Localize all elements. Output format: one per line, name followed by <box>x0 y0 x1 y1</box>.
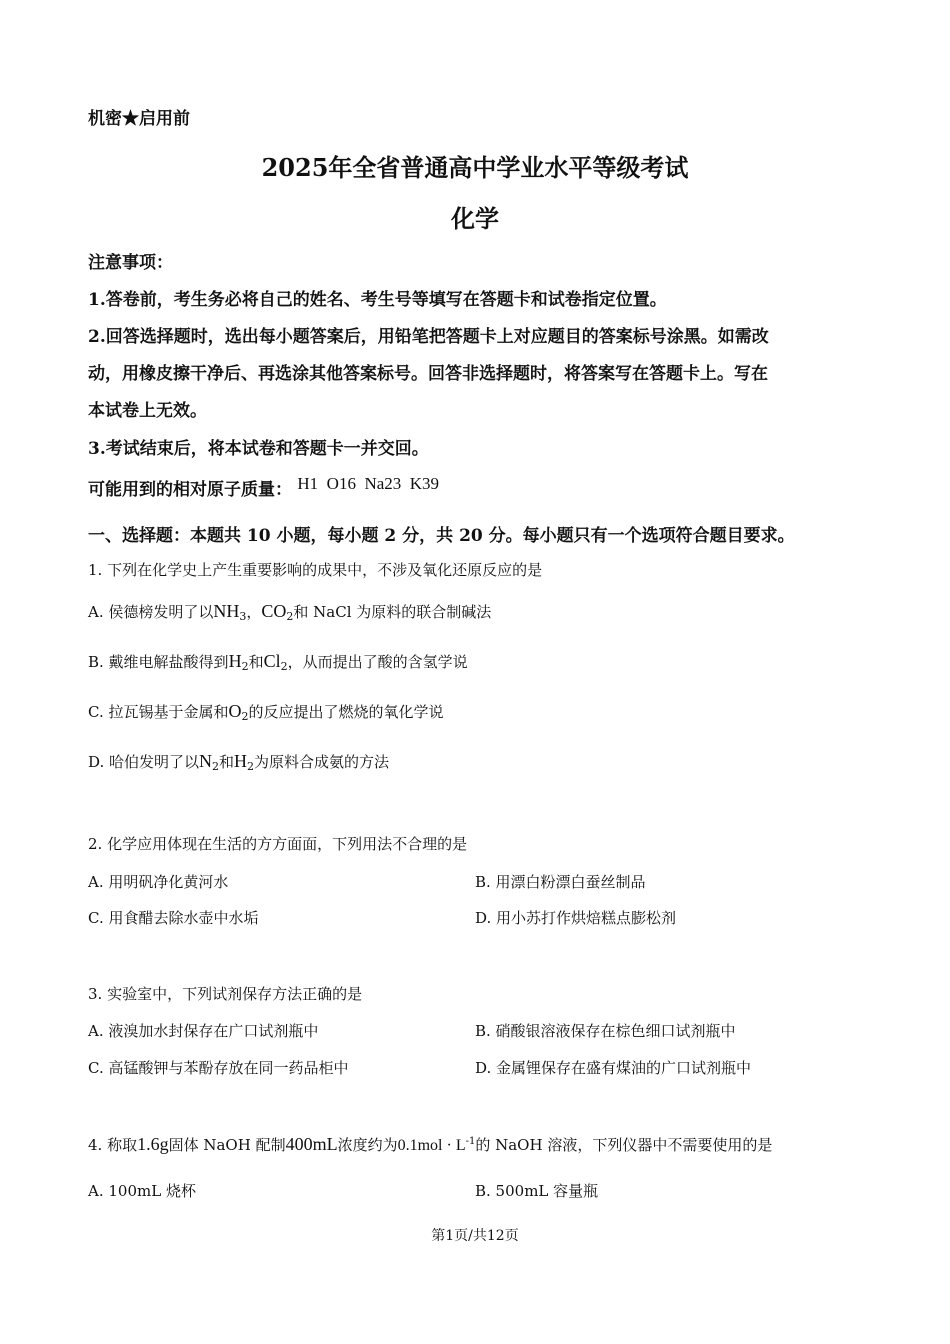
option-text: ，从而提出了酸的含氢学说 <box>287 653 468 671</box>
question-3-option-d: D. 金属锂保存在盛有煤油的广口试剂瓶中 <box>475 1059 752 1077</box>
question-4-stem <box>88 1134 772 1155</box>
formula: N <box>199 751 213 771</box>
subscript: 2 <box>212 760 220 773</box>
section-1-heading: 一、选择题：本题共 10 小题，每小题 2 分，共 20 分。每小题只有一个选项符合题目要求。 <box>88 526 795 546</box>
subscript: 3 <box>239 610 247 623</box>
question-1-option-c <box>88 701 444 723</box>
separator: ， <box>246 603 262 621</box>
subscript: 2 <box>280 660 288 673</box>
formula: H <box>234 751 248 771</box>
formula: NH <box>213 601 240 621</box>
subscript: 2 <box>241 710 249 723</box>
option-text: D. 哈伯发明了以 <box>88 753 200 771</box>
question-4-option-b: B. 500mL 容量瓶 <box>475 1182 599 1200</box>
notice-item-2-line-3: 本试卷上无效。 <box>88 401 207 421</box>
page-number: 第1页/共12页 <box>431 1228 519 1244</box>
stem-text: 浓度约为 <box>337 1136 398 1154</box>
atomic-mass-values: H1 O16 Na23 K39 <box>297 474 440 493</box>
stem-text: 4. 称取 <box>88 1136 138 1154</box>
option-text: 和 <box>248 653 264 671</box>
subscript: 2 <box>286 610 294 623</box>
question-1-option-d <box>88 751 389 773</box>
question-1-stem: 1. 下列在化学史上产生重要影响的成果中，不涉及氧化还原反应的是 <box>88 561 543 579</box>
question-3-option-b: B. 硝酸银溶液保存在棕色细口试剂瓶中 <box>475 1022 736 1040</box>
notice-item-2-line-2: 动，用橡皮擦干净后、再选涂其他答案标号。回答非选择题时，将答案写在答题卡上。写在 <box>88 364 768 384</box>
option-text: 为原料合成氨的方法 <box>254 753 390 771</box>
stem-text: 的 NaOH 溶液，下列仪器中不需要使用的是 <box>475 1136 773 1154</box>
formula: H <box>228 651 242 671</box>
volume-value: 400mL <box>285 1134 338 1154</box>
option-text: 和 <box>219 753 235 771</box>
superscript: -1 <box>465 1136 476 1147</box>
formula: O <box>228 701 242 721</box>
option-text: C. 拉瓦锡基于金属和 <box>88 703 229 721</box>
exam-title: 2025年全省普通高中学业水平等级考试 <box>261 153 689 182</box>
formula: CO <box>261 601 287 621</box>
question-4-option-a: A. 100mL 烧杯 <box>88 1182 196 1200</box>
subject-title: 化学 <box>451 204 499 233</box>
question-2-option-b: B. 用漂白粉漂白蚕丝制品 <box>475 873 646 891</box>
atomic-mass-label: 可能用到的相对原子质量： <box>88 480 292 500</box>
question-3-stem: 3. 实验室中，下列试剂保存方法正确的是 <box>88 985 363 1003</box>
stem-text: 固体 NaOH 配制 <box>168 1136 286 1154</box>
question-2-option-a: A. 用明矾净化黄河水 <box>88 873 229 891</box>
notice-heading: 注意事项： <box>88 253 173 273</box>
option-text: 和 NaCl 为原料的联合制碱法 <box>293 603 492 621</box>
notice-item-3: 3.考试结束后，将本试卷和答题卡一并交回。 <box>88 439 429 459</box>
question-2-option-c: C. 用食醋去除水壶中水垢 <box>88 909 259 927</box>
question-1-option-b <box>88 651 468 673</box>
question-2-stem: 2. 化学应用体现在生活的方方面面，下列用法不合理的是 <box>88 835 468 853</box>
subscript: 2 <box>241 660 249 673</box>
question-1-option-a <box>88 601 491 623</box>
subscript: 2 <box>247 760 255 773</box>
confidential-label: 机密★启用前 <box>88 109 190 129</box>
question-2-option-d: D. 用小苏打作烘焙糕点膨松剂 <box>475 909 677 927</box>
question-3-option-c: C. 高锰酸钾与苯酚存放在同一药品柜中 <box>88 1059 349 1077</box>
formula: Cl <box>263 651 281 671</box>
atomic-mass-line <box>88 475 439 500</box>
option-text: 的反应提出了燃烧的氧化学说 <box>248 703 444 721</box>
option-text: A. 侯德榜发明了以 <box>88 603 214 621</box>
option-text: B. 戴维电解盐酸得到 <box>88 653 229 671</box>
notice-item-2-line-1: 2.回答选择题时，选出每小题答案后，用铅笔把答题卡上对应题目的答案标号涂黑。如需改 <box>88 327 769 347</box>
question-3-option-a: A. 液溴加水封保存在广口试剂瓶中 <box>88 1022 319 1040</box>
concentration-value: 0.1mol · L <box>397 1137 466 1154</box>
notice-item-1: 1.答卷前，考生务必将自己的姓名、考生号等填写在答题卡和试卷指定位置。 <box>88 290 667 310</box>
mass-value: 1.6g <box>137 1134 169 1154</box>
